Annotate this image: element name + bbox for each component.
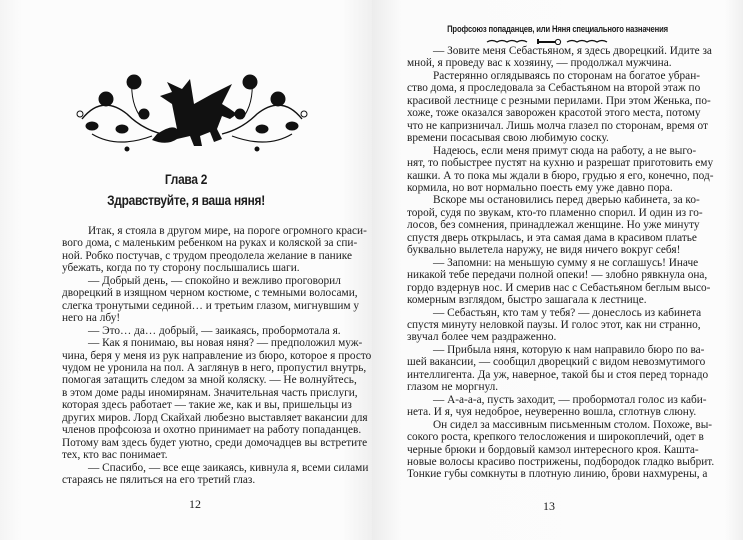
page-number-right: 13 — [543, 499, 555, 513]
paragraph — [407, 393, 707, 419]
text-line: стараясь не пялиться на его третий глаз. — [62, 474, 256, 487]
dragon-roses-ornament — [72, 74, 312, 156]
text-line: Растерянно оглядываясь по сторонам на богатое убран- — [433, 69, 700, 82]
text-line: буквально вылетела наружу, не видя ничего вокруг себя! — [407, 244, 681, 257]
text-line: членов профсоюза и охотно принимает на работу попаданцев. — [62, 424, 362, 437]
paragraph — [407, 69, 711, 145]
right-page — [372, 0, 743, 540]
text-line: что не капризничал. Лишь молча глазел по сторонам, время от — [407, 119, 708, 132]
paragraph — [62, 461, 369, 487]
paragraph — [407, 343, 709, 394]
text-line: Он сидел за массивным письменным столом. Похоже, вы- — [433, 418, 713, 431]
text-line: сокого роста, крепкого телосложения и широкоплечий, одет в — [407, 431, 704, 444]
text-line: спустя минуту неловкой паузы. И голос этот, как ни странно, — [407, 318, 701, 331]
paragraph — [62, 337, 372, 462]
text-line: глазом не моргнул. — [407, 381, 499, 394]
text-line: кашки. А то пока мы ждали в бюро, грудью я его, конечно, под- — [407, 169, 714, 182]
text-line: красивой лестнице с резными перилами. При этом Женька, по- — [407, 94, 711, 107]
chapter-title: Здравствуйте, я ваша няня! — [107, 192, 265, 208]
page-number-left: 12 — [189, 497, 201, 511]
text-line: — Прибыла няня, которую к нам направило бюро по ва- — [433, 343, 705, 356]
paragraph — [62, 324, 341, 337]
text-line: спустя дверь открылась, и эта самая дама в красивом платье — [407, 231, 697, 244]
text-line: нят, то побыстрее пустят на кухню и разрешат приготовить ему — [407, 157, 714, 170]
paragraph — [407, 306, 702, 344]
right-page-body — [407, 45, 715, 481]
paragraph — [407, 418, 715, 481]
text-line: интеллигента. Да уж, наверное, такой бы и стоя перед торнадо — [407, 368, 709, 381]
text-line: комерным взглядом, быстро зашагала к лестнице. — [407, 294, 647, 307]
text-line: Тонкие губы сомкнуты в плотную линию, брови нахмурены, а — [407, 468, 708, 481]
text-line: Потому вам здесь будет уютно, среди домочадцев вы встретите — [62, 436, 368, 449]
text-line: ство дома, я проследовала за Себастьяном на второй этаж по — [407, 82, 701, 95]
text-line: времени посасывая свою любимую соску. — [407, 132, 609, 145]
running-header: Профсоюз попаданцев, или Няня специального назначения — [447, 24, 668, 34]
text-line: вого дома, с маленьким ребенком на руках и коляской за спи- — [62, 237, 358, 250]
paragraph — [62, 274, 360, 325]
text-line: слегка тронутыми сединой… и третьим глазом, мигнувшим у — [62, 299, 360, 312]
text-line: — Зовите меня Себастьяном, я здесь дворецкий. Идите за — [433, 45, 712, 57]
text-line: убежать, когда по ту сторону послышались шаги. — [62, 262, 300, 275]
text-line: торой, судя по звукам, кто-то пламенно спорил. И один из го- — [407, 206, 703, 219]
text-line: звучал более чем раздраженно. — [407, 331, 557, 344]
text-line: чина, беря у меня из рук направление из бюро, которое я просто — [62, 349, 372, 362]
text-line: — А-а-а-а, пусть заходит, — пробормотал голос из каби- — [433, 393, 707, 406]
text-line: хоже, тоже оказался заворожен красотой этого места, потому — [407, 107, 701, 120]
text-line: — Это… да… добрый, — заикаясь, пробормотала я. — [88, 324, 341, 337]
text-line: Вскоре мы остановились перед дверью кабинета, за ко- — [433, 194, 700, 207]
text-line: Итак, я стояла в другом мире, на пороге огромного краси- — [88, 225, 367, 237]
text-line: дворецкий в изящном черном костюме, с темными волосами, — [62, 287, 358, 300]
text-line: помогая затащить следом за мной коляску. — Не волнуйтесь, — [62, 374, 357, 387]
text-line: которая здесь работает — такие же, как и вы, пришельцы из — [62, 399, 352, 412]
text-line: никакой тебе передачи полной опеки! — злобно рявкнула она, — [407, 269, 708, 282]
text-line: новые волосы красиво пострижены, подбородок гладко выбрит. — [407, 455, 715, 468]
text-line: — Как я понимаю, вы новая няня? — предположил муж- — [88, 337, 363, 350]
text-line: лосов, без сомнения, принадлежал женщине. Но уже минуту — [407, 219, 700, 232]
text-line: черные брюки и бордовый камзол интересного кроя. Кашта- — [407, 443, 699, 456]
header-ornament — [482, 37, 612, 45]
chapter-number: Глава 2 — [164, 171, 208, 187]
text-line: кормила, но вот нормально поесть ему уже давно пора. — [407, 181, 673, 194]
paragraph — [407, 45, 712, 70]
text-line: — Себастьян, кто там у тебя? — донеслось из кабинета — [433, 306, 702, 319]
text-line: — Запомни: на меньшую сумму я не соглашусь! Иначе — [433, 256, 699, 269]
text-line: — Добрый день, — спокойно и вежливо проговорил — [88, 274, 341, 287]
text-line: других миров. Лорд Скайхай любезно выставляет вакансии для — [62, 411, 368, 424]
paragraph — [407, 194, 703, 257]
paragraph — [407, 256, 711, 307]
left-page-body — [62, 225, 372, 487]
text-line: Надеюсь, если меня примут сюда на работу, а не выго- — [433, 144, 697, 157]
text-line: в этом доме рады иномирянам. Значительная часть прислуги, — [62, 386, 358, 399]
text-line: чудом не уронила на пол. А заглянув в него, пропустил внутрь, — [62, 361, 367, 374]
text-line: мной, я проведу вас к хозяину, — продолжал мужчина. — [407, 57, 672, 70]
text-line: шей вакансии, — сообщил дворецкий с видом невозмутимого — [407, 356, 706, 369]
text-line: тех, кто вас понимает. — [62, 449, 168, 462]
text-line: гордо вздернув нос. И смерив нас с Себастьяном беглым высо- — [407, 281, 711, 294]
text-line: нета. И я, чуя недоброе, неуверенно вошла, сглотнув слюну. — [407, 406, 697, 419]
paragraph — [62, 225, 367, 275]
paragraph — [407, 144, 714, 195]
text-line: него на лбу! — [62, 312, 121, 325]
text-line: ной. Робко постучав, с трудом преодолела желание в панике — [62, 249, 352, 262]
text-line: — Спасибо, — все еще заикаясь, кивнула я, всеми силами — [88, 461, 369, 474]
